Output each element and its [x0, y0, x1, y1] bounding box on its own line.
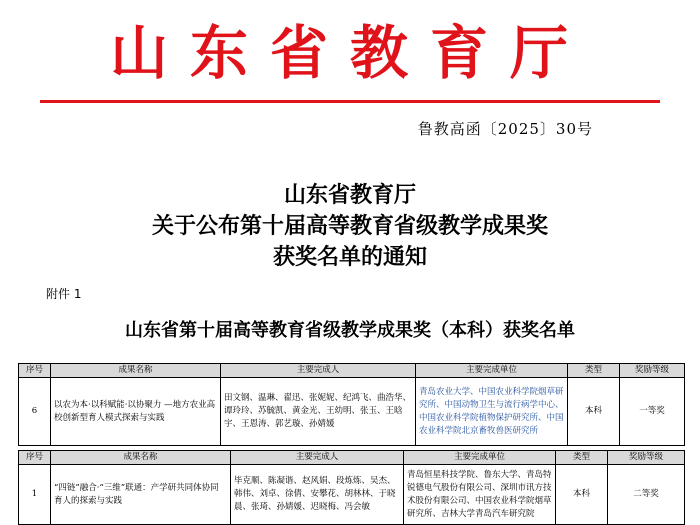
notice-title-line-3: 获奖名单的通知: [272, 244, 427, 270]
award-table-1: [18, 363, 685, 446]
red-divider: [40, 100, 660, 103]
award-list-title: 山东省第十届高等教育省级教学成果奖（本科）获奖名单: [125, 320, 575, 341]
table-header-row: [19, 364, 685, 378]
col-header-level: 奖励等级: [620, 364, 685, 378]
col-header-name: 成果名称: [51, 451, 231, 465]
col-header-type: 类型: [568, 364, 620, 378]
cell-persons: 田文钢、温琳、翟迅、张妮妮、纪鸿飞、曲浩华、谭玲玲、苏毓凯、黄金光、王幼明、张玉、王晗宇、王恩涛、郭艺璇、孙婧媛: [221, 378, 416, 446]
award-table-2: [18, 450, 685, 525]
cell-persons: 毕克顺、陈凝谐、赵风娟、段炼炼、吴杰、韩伟、刘卓、徐倩、安攀花、胡林林、于晓晨、张琦、孙婧媛、迟晓梅、冯会敏: [231, 465, 404, 525]
col-header-seq: 序号: [19, 364, 51, 378]
notice-title-line-1: 山东省教育厅: [283, 182, 416, 208]
table-row: [19, 378, 685, 446]
notice-title: [0, 180, 700, 273]
cell-seq: 1: [19, 465, 51, 525]
table-row: [19, 465, 685, 525]
col-header-persons: 主要完成人: [221, 364, 416, 378]
col-header-seq: 序号: [19, 451, 51, 465]
col-header-name: 成果名称: [51, 364, 221, 378]
cell-units: 青岛农业大学、中国农业科学院烟草研究所、中国动物卫生与流行病学中心、中国农业科学院植物保护研究所、中国农业科学院北京畜牧兽医研究所: [416, 378, 568, 446]
col-header-persons: 主要完成人: [231, 451, 404, 465]
attachment-label: 附件 1: [46, 287, 82, 301]
document-number: 鲁教高函〔2025〕30号: [417, 120, 593, 138]
cell-name: “四链”融合·“三维”联通：产学研共同体协同育人的探索与实践: [51, 465, 231, 525]
col-header-level: 奖励等级: [608, 451, 685, 465]
notice-title-line-2: 关于公布第十届高等教育省级教学成果奖: [151, 213, 548, 239]
col-header-units: 主要完成单位: [404, 451, 556, 465]
col-header-units: 主要完成单位: [416, 364, 568, 378]
header-org-title: 山东省教育厅: [109, 19, 590, 87]
cell-seq: 6: [19, 378, 51, 446]
cell-level: 二等奖: [608, 465, 685, 525]
col-header-type: 类型: [556, 451, 608, 465]
cell-level: 一等奖: [620, 378, 685, 446]
table-header-row: [19, 451, 685, 465]
cell-type: 本科: [568, 378, 620, 446]
cell-name: 以农为本·以科赋能·以协聚力 —地方农业高校创新型育人模式探索与实践: [51, 378, 221, 446]
cell-units: 青岛恒星科技学院、鲁东大学、青岛特锐德电气股份有限公司、深圳市讯方技术股份有限公司、中国农业科学院烟草研究所、吉林大学青岛汽车研究院: [404, 465, 556, 525]
cell-type: 本科: [556, 465, 608, 525]
